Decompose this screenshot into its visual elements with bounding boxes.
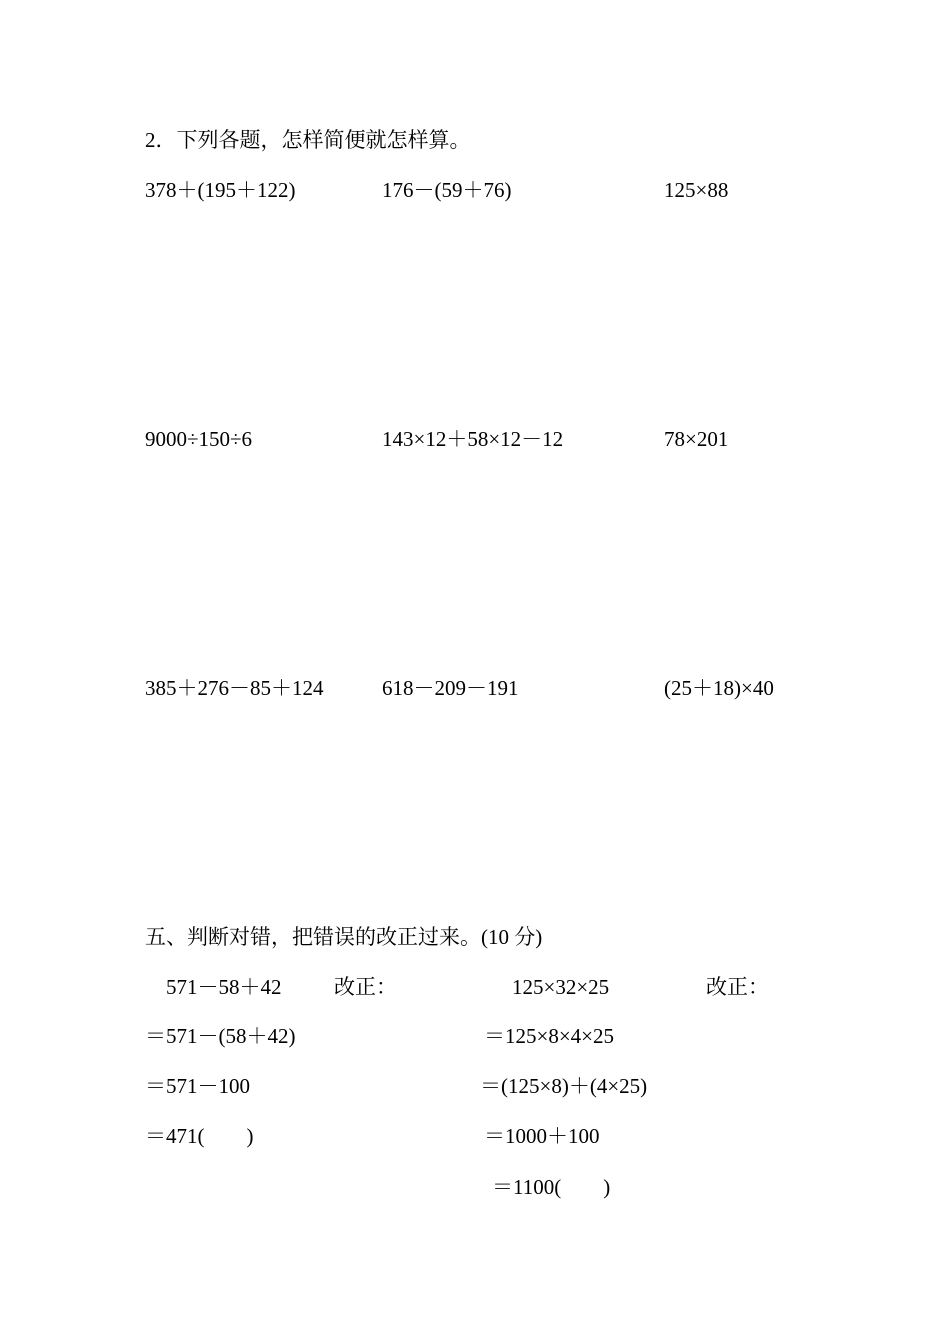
problem-3: 125×88: [664, 178, 729, 202]
problem-7: 385＋276－85＋124: [145, 676, 324, 700]
problem-9: (25＋18)×40: [664, 676, 774, 700]
section-5-heading: 五、判断对错，把错误的改正过来。(10 分): [145, 925, 543, 949]
left-step-3: ＝471( ): [145, 1124, 254, 1148]
left-expression: 571－58＋42: [166, 975, 282, 999]
problem-5: 143×12＋58×12－12: [382, 427, 564, 451]
left-step-1: ＝571－(58＋42): [145, 1024, 296, 1048]
right-step-1: ＝125×8×4×25: [484, 1024, 615, 1048]
right-step-2: ＝(125×8)＋(4×25): [480, 1074, 648, 1098]
problem-2: 176－(59＋76): [382, 178, 512, 202]
problem-6: 78×201: [664, 427, 729, 451]
problem-8: 618－209－191: [382, 676, 519, 700]
right-step-3: ＝1000＋100: [484, 1124, 600, 1148]
section-2-heading: 2．下列各题，怎样简便就怎样算。: [145, 128, 471, 152]
problem-1: 378＋(195＋122): [145, 178, 296, 202]
problem-4: 9000÷150÷6: [145, 427, 253, 451]
left-correction-label: 改正：: [334, 975, 397, 999]
left-step-2: ＝571－100: [145, 1074, 250, 1098]
right-step-4: ＝1100( ): [492, 1175, 611, 1199]
right-expression: 125×32×25: [512, 975, 610, 999]
right-correction-label: 改正：: [706, 975, 769, 999]
